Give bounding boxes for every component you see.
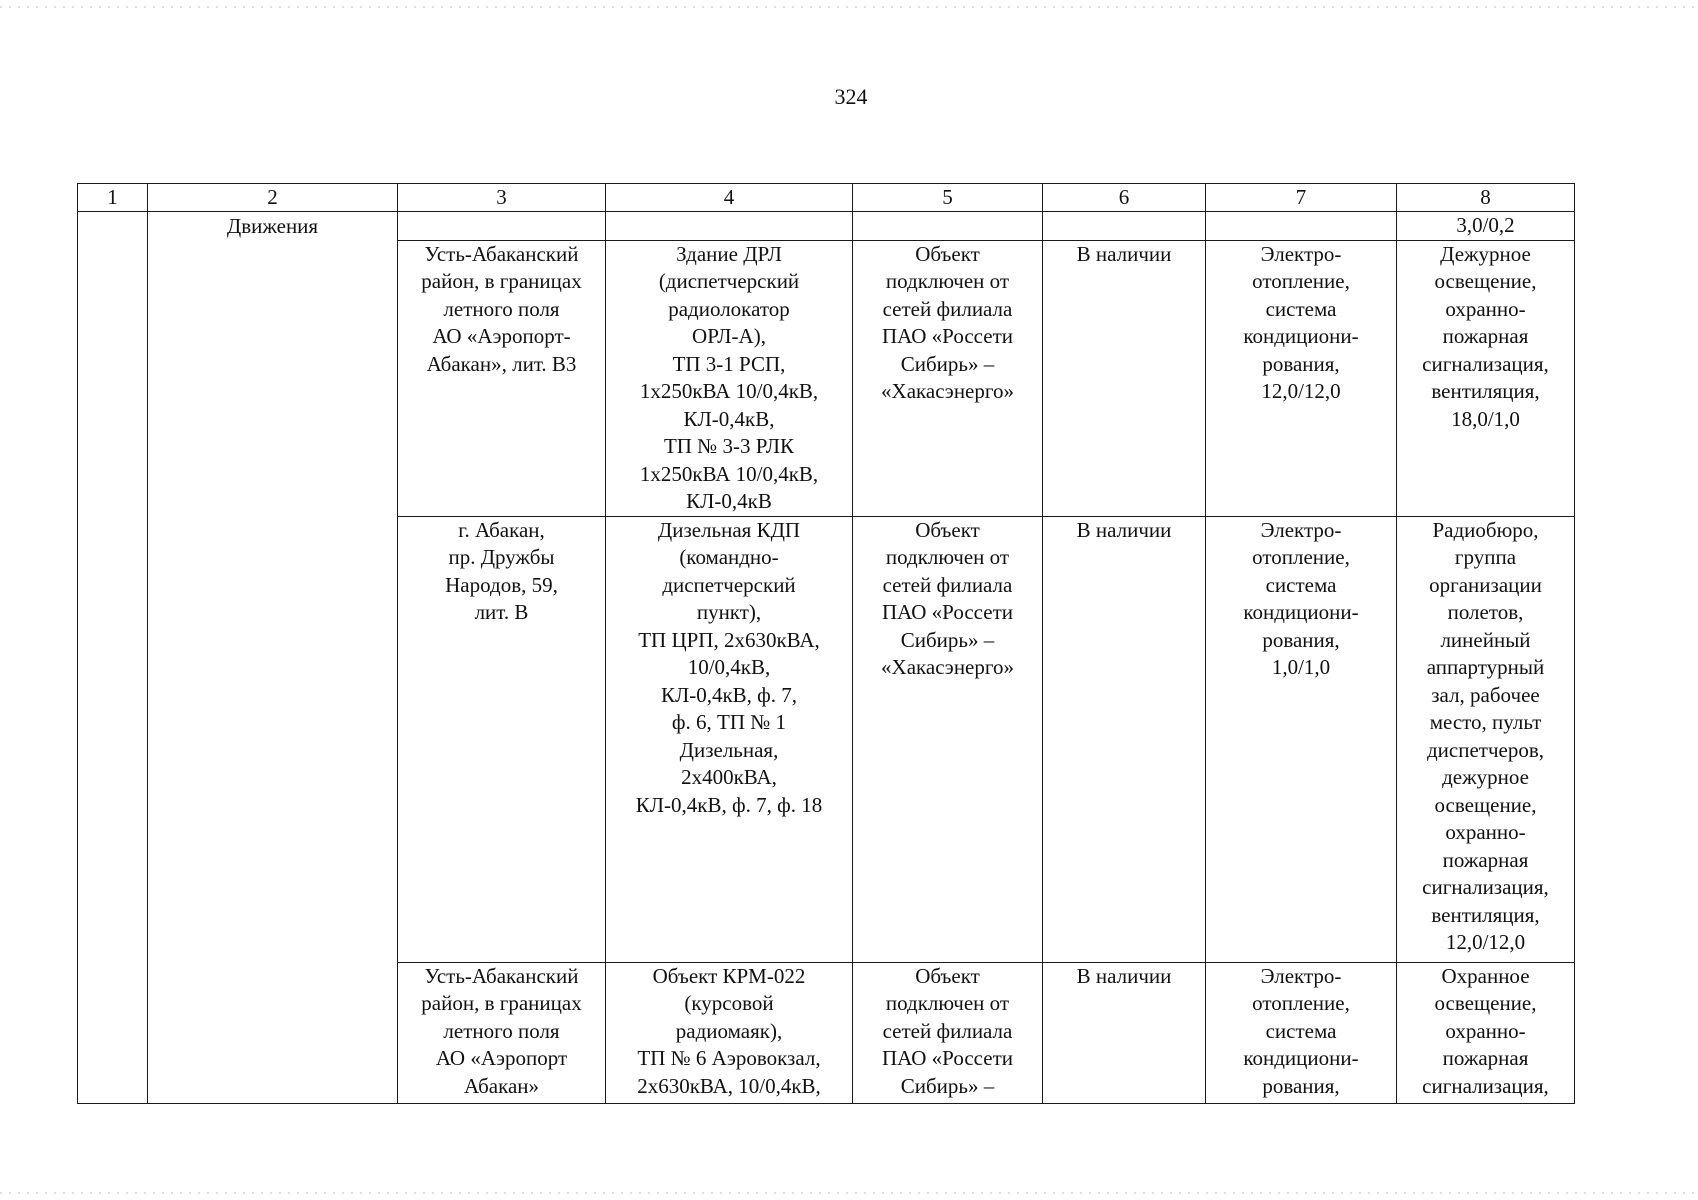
table-cell-availability: В наличии [1043,516,1206,962]
table-cell-location: г. Абакан, пр. Дружбы Народов, 59, лит. В [398,516,606,962]
scan-artifact-bottom [0,1192,1698,1194]
table-cell-location: Усть-Абаканский район, в границах летного поля АО «Аэропорт- Абакан», лит. В3 [398,240,606,516]
table-cell [1206,212,1397,241]
table-cell-col2 [148,212,398,1104]
table-cell-object: Объект КРМ-022 (курсовой радиомаяк), ТП № 6 Аэровокзал, 2х630кВА, 10/0,4кВ, [606,962,853,1103]
table-cell [1043,212,1206,241]
column-header: 2 [148,184,398,212]
column-header: 1 [78,184,148,212]
table-cell [853,212,1043,241]
table-cell-col1 [78,212,148,1104]
table-cell-location: Усть-Абаканский район, в границах летного поля АО «Аэропорт Абакан» [398,962,606,1103]
table-cell-availability: В наличии [1043,240,1206,516]
table-cell-heating: Электро- отопление, система кондициони- рования, 12,0/12,0 [1206,240,1397,516]
table-cell [606,212,853,241]
table-cell-load: Радиобюро, группа организации полетов, линейный аппартурный зал, рабочее место, пульт диспетчеров, дежурное освещение, охранно- пожарная сигнализация, вентиляция, 12,0/12,0 [1397,516,1575,962]
column-header: 4 [606,184,853,212]
table-cell-availability: В наличии [1043,962,1206,1103]
table-cell-load: Дежурное освещение, охранно- пожарная сигнализация, вентиляция, 18,0/1,0 [1397,240,1575,516]
column-header: 3 [398,184,606,212]
service-name-text: Движения [226,214,319,238]
table-cell-heating: Электро- отопление, система кондициони- рования, 1,0/1,0 [1206,516,1397,962]
table-cell [398,212,606,241]
column-header: 5 [853,184,1043,212]
table-cell: 3,0/0,2 [1397,212,1575,241]
column-header: 8 [1397,184,1575,212]
table-cell-object: Дизельная КДП (командно- диспетчерский пункт), ТП ЦРП, 2х630кВА, 10/0,4кВ, КЛ-0,4кВ, ф. 7, ф. 6, ТП № 1 Дизельная, 2х400кВА, КЛ-0,4кВ, ф. 7, ф. 18 [606,516,853,962]
table-cell-load: Охранное освещение, охранно- пожарная сигнализация, [1397,962,1575,1103]
data-table [77,183,1575,1104]
column-header: 7 [1206,184,1397,212]
table-row [78,212,1575,241]
table-cell-connection: Объект подключен от сетей филиала ПАО «Россети Сибирь» – [853,962,1043,1103]
table-cell-heating: Электро- отопление, система кондициони- рования, [1206,962,1397,1103]
table-header-row [78,184,1575,212]
column-header: 6 [1043,184,1206,212]
scan-artifact-top [0,6,1698,8]
page-number: 324 [834,84,868,109]
table-cell-connection: Объект подключен от сетей филиала ПАО «Россети Сибирь» – «Хакасэнерго» [853,516,1043,962]
table-cell-connection: Объект подключен от сетей филиала ПАО «Россети Сибирь» – «Хакасэнерго» [853,240,1043,516]
table-cell-object: Здание ДРЛ (диспетчерский радиолокатор ОРЛ-А), ТП 3-1 РСП, 1х250кВА 10/0,4кВ, КЛ-0,4кВ, ТП № 3-3 РЛК 1х250кВА 10/0,4кВ, КЛ-0,4кВ [606,240,853,516]
